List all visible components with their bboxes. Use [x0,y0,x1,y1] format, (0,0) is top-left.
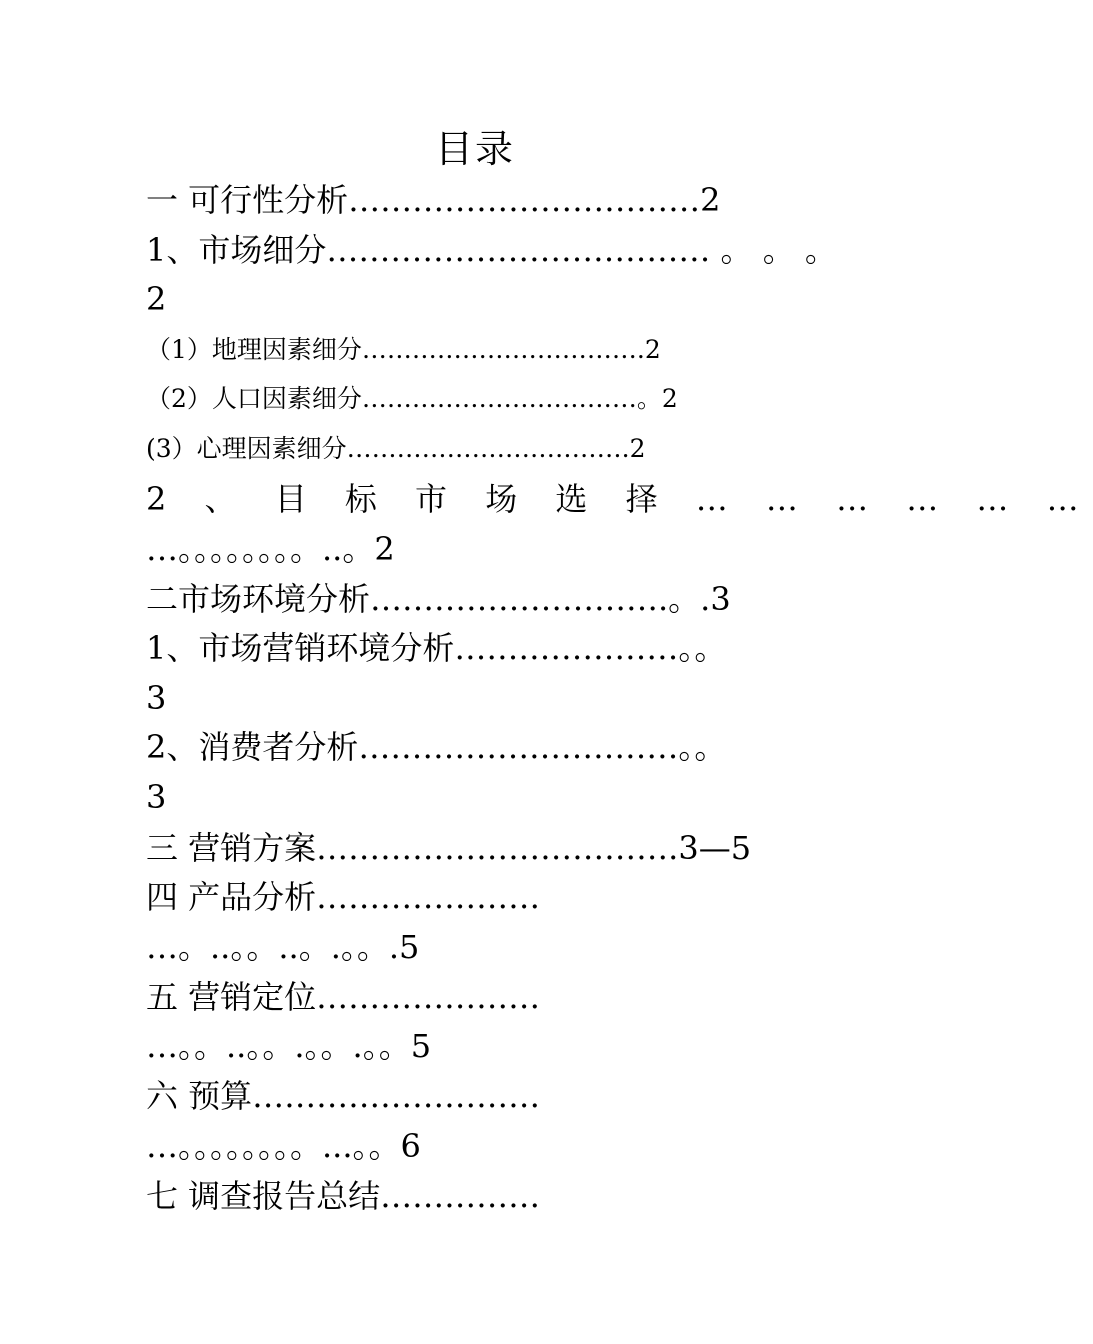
toc-entry-target-market: 2 、 目 标 市 场 选 择 … … … … … … [146,480,1093,518]
toc-entry-geographic-segmentation: （1）地理因素细分…………………………….2 [146,335,661,364]
toc-entry-target-market-page: …。。。。。。。。..。2 [146,530,395,568]
toc-entry-market-segmentation: 1、市场细分……………………………… 。 。 。 [146,231,837,269]
toc-entry-marketing-environment: 1、市场营销环境分析…………………。。 [146,629,727,667]
toc-entry-market-segmentation-page: 2 [146,280,167,318]
toc-entry-product-analysis-page: …。..。。..。.。。.5 [146,928,420,966]
toc-entry-psychographic-segmentation: (3）心理因素细分…………………………….2 [146,434,646,463]
toc-entry-consumer-analysis: 2、消费者分析…………………………。。 [146,728,727,766]
toc-entry-feasibility: 一 可行性分析……………………………2 [146,181,721,219]
toc-entry-budget-page: …。。。。。。。。...。。6 [146,1127,421,1165]
toc-entry-marketing-positioning-page: …。。..。。.。。.。。5 [146,1027,432,1065]
toc-entry-product-analysis: 四 产品分析………………… [146,878,541,916]
toc-entry-consumer-analysis-page: 3 [146,778,167,816]
toc-entry-demographic-segmentation: （2）人口因素细分……………………………。2 [146,384,678,413]
toc-entry-survey-summary: 七 调查报告总结…………… [146,1177,541,1215]
toc-entry-marketing-plan: 三 营销方案…………………………….3—5 [146,829,752,867]
toc-entry-marketing-environment-page: 3 [146,679,167,717]
toc-entry-marketing-positioning: 五 营销定位………………… [146,978,541,1016]
toc-entry-market-environment: 二市场环境分析……………………….。.3 [146,580,731,618]
toc-entry-budget: 六 预算……………………… [146,1077,541,1115]
toc-title: 目录 [434,127,515,171]
